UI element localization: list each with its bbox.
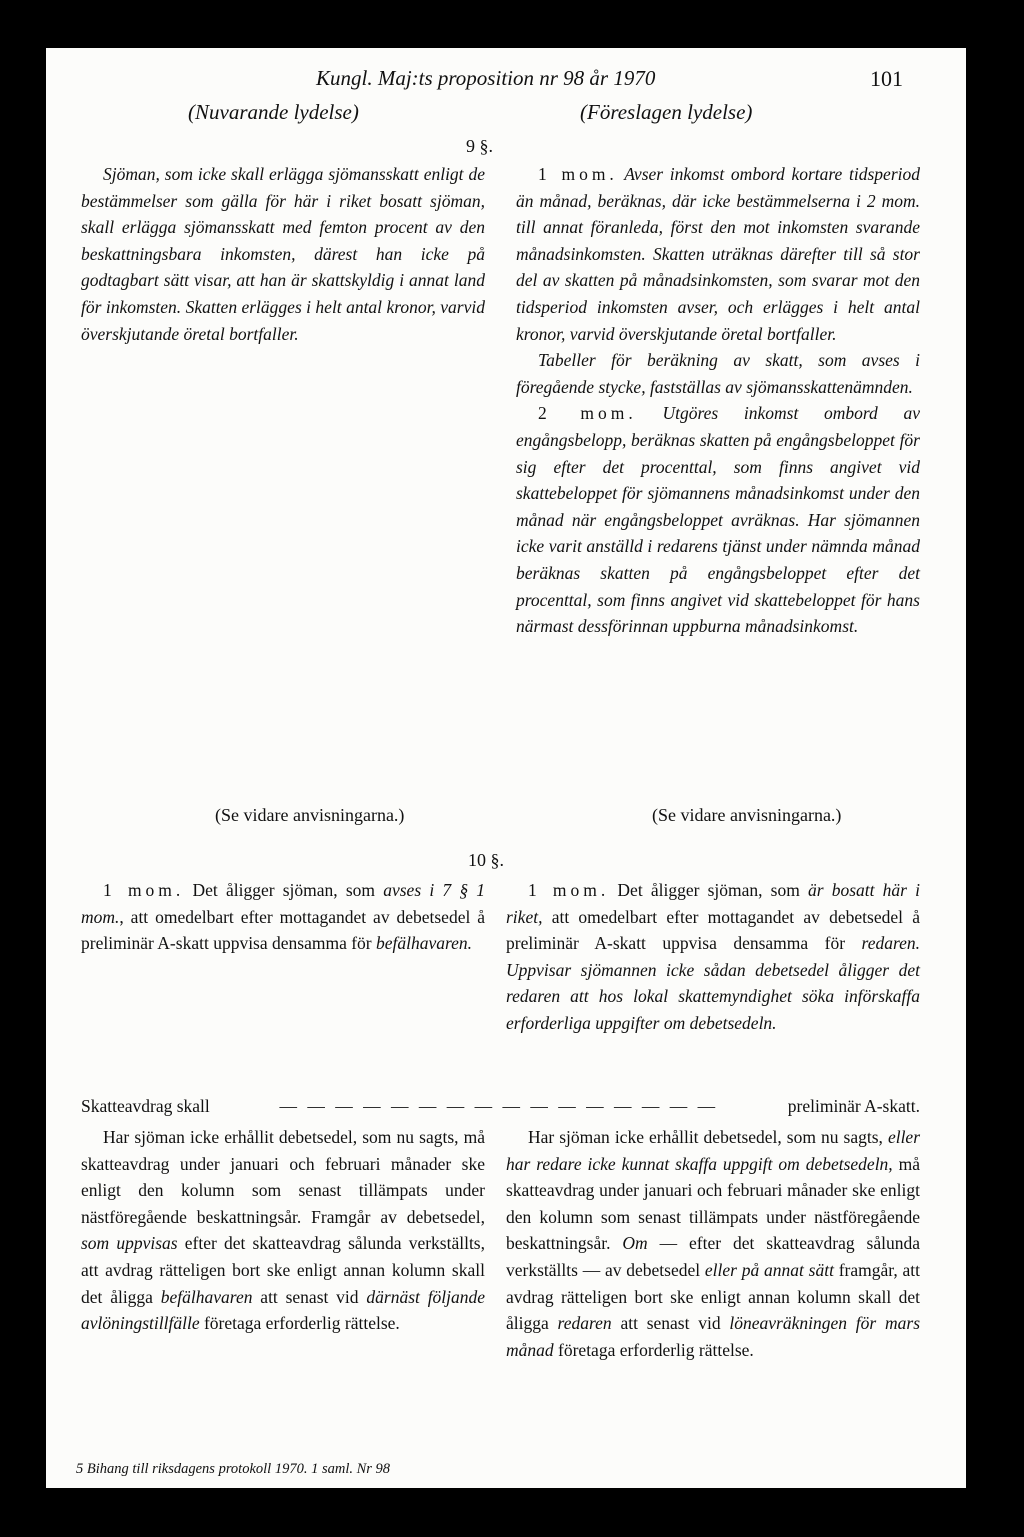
right-column-heading: (Föreslagen lydelse): [580, 100, 753, 124]
left-mom-text-2: avses i 7 § 1 mom.: [81, 880, 486, 927]
page-number: 101: [870, 66, 903, 91]
final-right-text-8: framgår, att avdrag rätteligen bort ske enligt annan kolumn skall det åligga: [506, 1259, 921, 1334]
footer-note: 5 Bihang till riksdagens protokoll 1970. 1 saml. Nr 98: [76, 1461, 391, 1477]
final-right-text-4: Om: [622, 1233, 648, 1254]
final-right-text-3: må skatteavdrag under januari och februari månader ske enligt den kolumn som senast tillämpats under nästföregående beskattningsår.: [506, 1153, 921, 1254]
left-mom-text-1: Det åligger sjöman, som: [192, 880, 376, 900]
final-left-text-6: därnäst följande avlöningstillfälle: [81, 1286, 486, 1334]
final-right-text-12: företaga erforderlig rättelse.: [558, 1339, 754, 1360]
section-10-label: 10 §.: [468, 850, 504, 870]
final-right-text-5: — efter det skatteavdrag sålunda verkställts —: [506, 1233, 921, 1280]
final-left-text-2: som uppvisas: [81, 1233, 178, 1254]
mom-2-text: Utgöres inkomst ombord av engångsbelopp, beräknas skatten på engångsbeloppet för sig efter det procenttal, som finns angivet vid skattebeloppet för sjömannens månadsinkomst under den månad när engångsbeloppet avräknas. Har sjömannen icke varit anställd i redarens tjänst under nämnda månad beräknas skatten på engångsbeloppet efter det procenttal, som finns angivet vid skattebeloppet för hans närmast dessförinnan uppburna månadsinkomst.: [516, 403, 920, 637]
final-right-text-9: redaren: [557, 1313, 612, 1334]
right-mom-text-3: att omedelbart efter mottagandet av debetsedel å preliminär A-skatt uppvisa densamma för: [506, 906, 920, 954]
section-10-left-column: [81, 877, 485, 957]
right-mom-text-2: är bosatt här i riket,: [506, 880, 920, 927]
right-mom-text-1: Det åligger sjöman, som: [617, 880, 800, 900]
final-left-text-1: Har sjöman icke erhållit debetsedel, som nu sagts, må skatteavdrag under januari och februari månader ske enligt den kolumn som senast tillämpats under nästföregående beskattningsår. Framgår av debetsedel,: [81, 1127, 485, 1227]
final-right-text-6: av debetsedel: [604, 1259, 701, 1280]
section-9-current-text: Sjöman, som icke skall erlägga sjömansskatt enligt de bestämmelser som gälla för här i riket bosatt sjöman, skall erlägga sjömansskatt med femton procent av den beskattningsbara inkomsten, därest han icke på godtagbart sätt visar, att han är skattskyldig i annat land för inkomsten. Skatten erlägges i helt antal kronor, varvid överskjutande öretal bortfaller.: [81, 164, 485, 344]
common-line-dashes: — — — — — — — — — — — — — — — —: [279, 1096, 719, 1116]
right-note: (Se vidare anvisningarna.): [652, 805, 842, 825]
tables-paragraph: Tabeller för beräkning av skatt, som avses i föregående stycke, fastställas av sjömansskattenämnden.: [516, 350, 920, 397]
right-mom-label: 1 mom.: [528, 880, 610, 900]
section-9-right-column: [516, 161, 920, 640]
section-9-label: 9 §.: [466, 136, 493, 156]
final-left-text-5: att senast vid: [260, 1286, 359, 1307]
common-line-start: Skatteavdrag skall: [81, 1096, 210, 1116]
publication-title: Kungl. Maj:ts proposition nr 98 år 1970: [316, 66, 656, 90]
common-line: [81, 1096, 920, 1117]
mom-1-label: 1 mom.: [538, 164, 618, 184]
mom-1-text: Avser inkomst ombord kortare tidsperiod än månad, beräknas, där icke bestämmelserna i 2 mom. till annat föranleda, först den mot inkomsten svarande månadsinkomsten. Skatten uträknas därefter till så stor del av skatten på månadsinkomsten, som svarar mot den tidsperiod inkomsten avser, och erlägges i helt antal kronor, varvid överskjutande öretal bortfaller.: [516, 164, 920, 344]
final-right-text-1: Har sjöman icke erhållit debetsedel, som nu sagts,: [528, 1127, 883, 1147]
left-mom-label: 1 mom.: [103, 880, 185, 900]
left-note: (Se vidare anvisningarna.): [215, 805, 405, 825]
final-right-text-10: att senast vid: [620, 1313, 721, 1334]
left-column-heading: (Nuvarande lydelse): [188, 100, 359, 124]
final-left-text-7: företaga erforderlig rättelse.: [203, 1313, 400, 1334]
final-left-text-3: efter det skatteavdrag sålunda verkställts, att avdrag rätteligen bort ske enligt annan kolumn skall det åligga: [81, 1233, 485, 1307]
final-right-text-7: eller på annat sätt: [704, 1259, 834, 1280]
right-mom-text-4: redaren.: [861, 933, 921, 954]
final-left-text-4: befälhavaren: [160, 1286, 253, 1307]
final-left-paragraph: [81, 1124, 485, 1337]
final-right-text-11: löneavräkningen för mars månad: [506, 1313, 920, 1360]
mom-2-label: 2 mom.: [538, 403, 637, 424]
left-mom-text-4: befälhavaren.: [376, 933, 473, 954]
common-line-end: preliminär A-skatt.: [787, 1096, 920, 1116]
left-mom-text-3: , att omedelbart efter mottagandet av debetsedel å preliminär A-skatt uppvisa densamma för: [81, 906, 485, 954]
final-right-text-2: eller har redare icke kunnat skaffa uppgift om debetsedeln,: [506, 1127, 921, 1174]
section-9-left-column: [81, 161, 485, 347]
right-mom-text-5: Uppvisar sjömannen icke sådan debetsedel åligger det redaren att hos lokal skattemyndighet söka införskaffa erforderliga uppgifter om debetsedeln.: [506, 959, 920, 1033]
final-right-paragraph: [506, 1124, 920, 1363]
section-10-right-column: [506, 877, 920, 1037]
